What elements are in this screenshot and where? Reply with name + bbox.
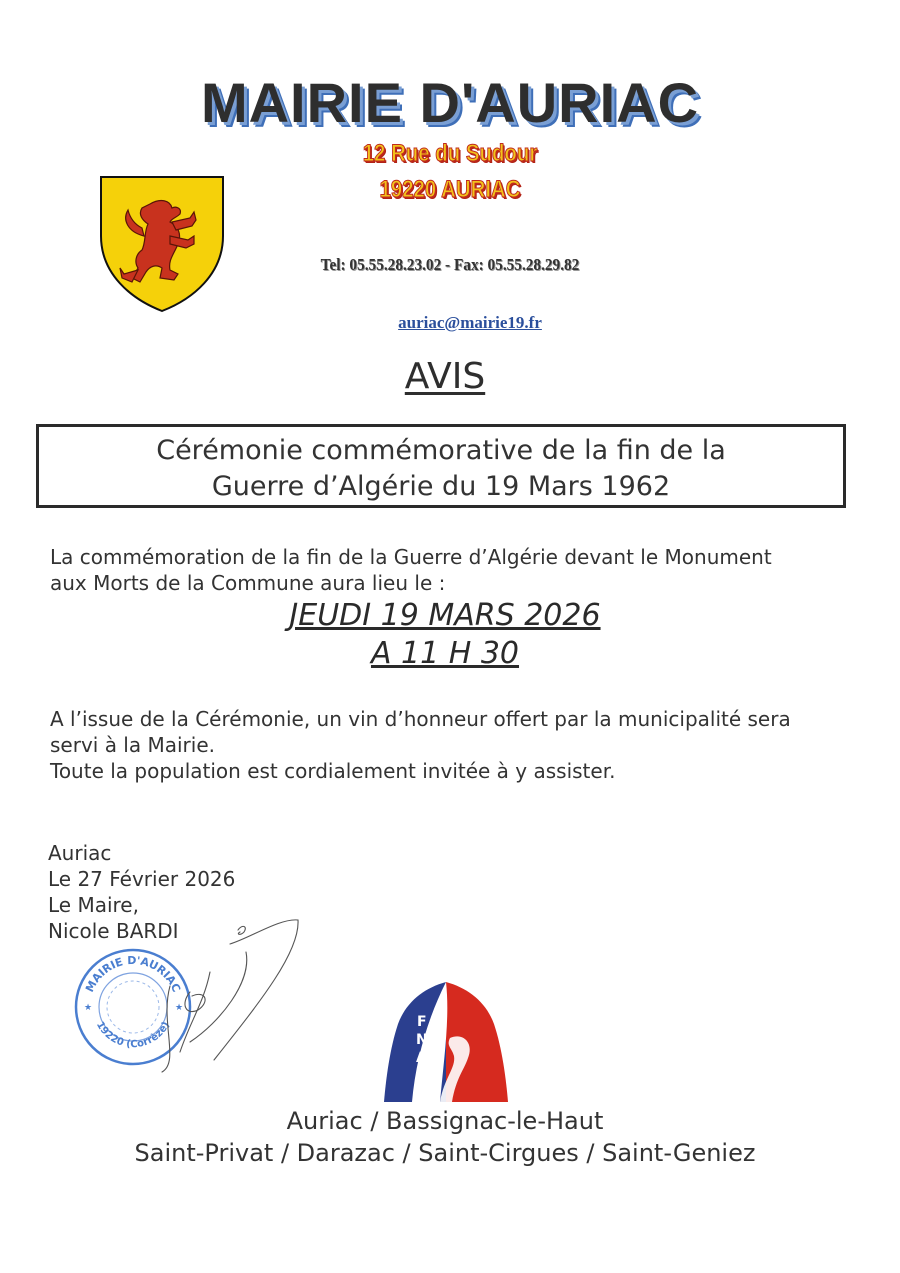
- event-date: JEUDI 19 MARS 2026: [289, 598, 601, 633]
- stamp-top-text: MAIRIE D'AURIAC: [83, 953, 183, 995]
- coat-of-arms-icon: [98, 174, 226, 314]
- reception-line1: A l’issue de la Cérémonie, un vin d’honneur offert par la municipalité sera: [50, 707, 791, 731]
- ceremony-title-box: [36, 424, 846, 508]
- ceremony-title-line1: Cérémonie commémorative de la fin de la: [156, 435, 726, 466]
- ceremony-title-line2: Guerre d’Algérie du 19 Mars 1962: [211, 471, 671, 502]
- announcement-paragraph: [50, 544, 850, 596]
- fnaca-logo-icon: [384, 978, 508, 1106]
- phone-fax: Tel: 05.55.28.23.02 - Fax: 05.55.28.29.82: [320, 255, 580, 274]
- signature-name: Nicole BARDI: [48, 919, 179, 943]
- announcement-line2: aux Morts de la Commune aura lieu le :: [50, 571, 446, 595]
- event-time: A 11 H 30: [370, 636, 520, 671]
- signature-date: Le 27 Février 2026: [48, 867, 236, 891]
- announcement-line1: La commémoration de la fin de la Guerre d’Algérie devant le Monument: [50, 545, 772, 569]
- footer-communes-line2: Saint-Privat / Darazac / Saint-Cirgues / Saint-Geniez: [134, 1139, 756, 1167]
- reception-line2: servi à la Mairie.: [50, 733, 215, 757]
- handwritten-signature-icon: [150, 912, 310, 1082]
- svg-text:★: ★: [84, 1003, 93, 1013]
- address-street: 12 Rue du Sudour: [362, 140, 538, 167]
- reception-paragraph: [50, 706, 850, 784]
- signature-role: Le Maire,: [48, 893, 139, 917]
- address-city: 19220 AURIAC: [379, 176, 521, 203]
- signature-place: Auriac: [48, 841, 112, 865]
- stamp-bottom-text: 19220 (Corrèze): [93, 1019, 173, 1051]
- fnaca-logo-text: F N A C A: [416, 1014, 428, 1102]
- email-link[interactable]: auriac@mairie19.fr: [398, 313, 542, 332]
- notice-heading: AVIS: [404, 356, 486, 397]
- svg-text:★: ★: [175, 1003, 184, 1013]
- mairie-title: MAIRIE D'AURIAC: [200, 71, 700, 134]
- invitation-line: Toute la population est cordialement invitée à y assister.: [50, 759, 616, 783]
- footer-communes-line1: Auriac / Bassignac-le-Haut: [286, 1107, 604, 1135]
